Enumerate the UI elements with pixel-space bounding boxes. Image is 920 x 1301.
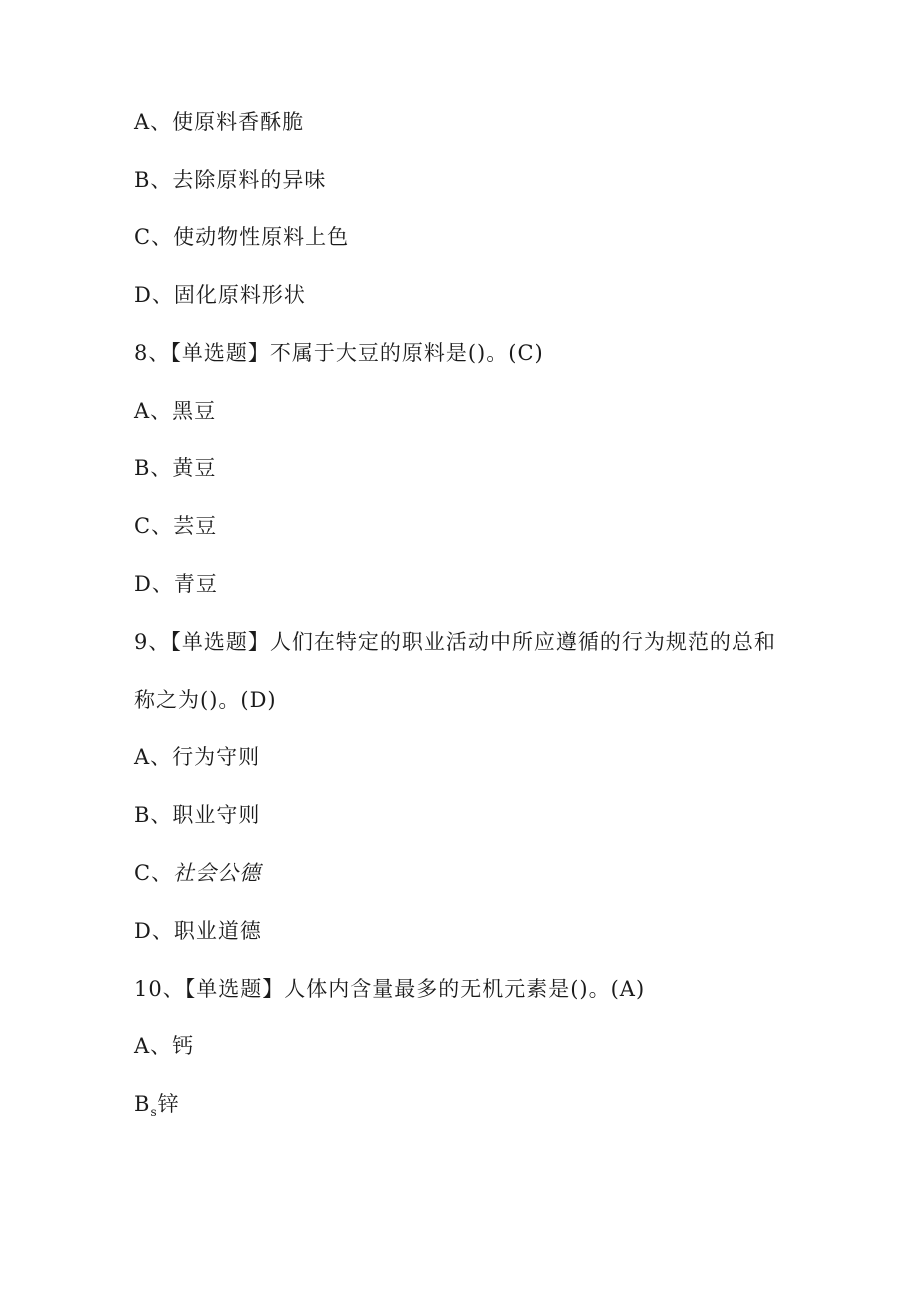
q9-question-line2: 称之为()。(D) xyxy=(134,688,277,712)
q10-option-b-letter: B xyxy=(134,1092,151,1116)
q7-option-b: B、去除原料的异味 xyxy=(134,168,327,192)
q9-option-c-text: 社会公德 xyxy=(173,861,262,885)
q10-option-b-text: 锌 xyxy=(157,1092,180,1116)
q10-option-a: A、钙 xyxy=(134,1034,195,1058)
q9-option-c xyxy=(134,859,261,887)
q7-option-c: C、使动物性原料上色 xyxy=(134,225,350,249)
q7-option-a: A、使原料香酥脆 xyxy=(134,110,305,134)
q8-option-c: C、芸豆 xyxy=(134,514,218,538)
q10-option-b xyxy=(134,1090,180,1126)
q8-question: 8、【单选题】不属于大豆的原料是()。(C) xyxy=(134,341,544,365)
q9-question-line1: 9、【单选题】人们在特定的职业活动中所应遵循的行为规范的总和 xyxy=(134,630,776,654)
q9-option-d: D、职业道德 xyxy=(134,919,262,943)
q10-option-b-sub: s xyxy=(150,1105,158,1120)
q9-option-c-prefix: C、 xyxy=(134,861,174,885)
q9-option-a: A、行为守则 xyxy=(134,745,261,769)
q8-option-a: A、黑豆 xyxy=(134,399,217,423)
q9-option-b: B、职业守则 xyxy=(134,803,261,827)
q8-option-b: B、黄豆 xyxy=(134,456,217,480)
q8-option-d: D、青豆 xyxy=(134,572,218,596)
q7-option-d: D、固化原料形状 xyxy=(134,283,306,307)
q10-question: 10、【单选题】人体内含量最多的无机元素是()。(A) xyxy=(134,977,646,1001)
